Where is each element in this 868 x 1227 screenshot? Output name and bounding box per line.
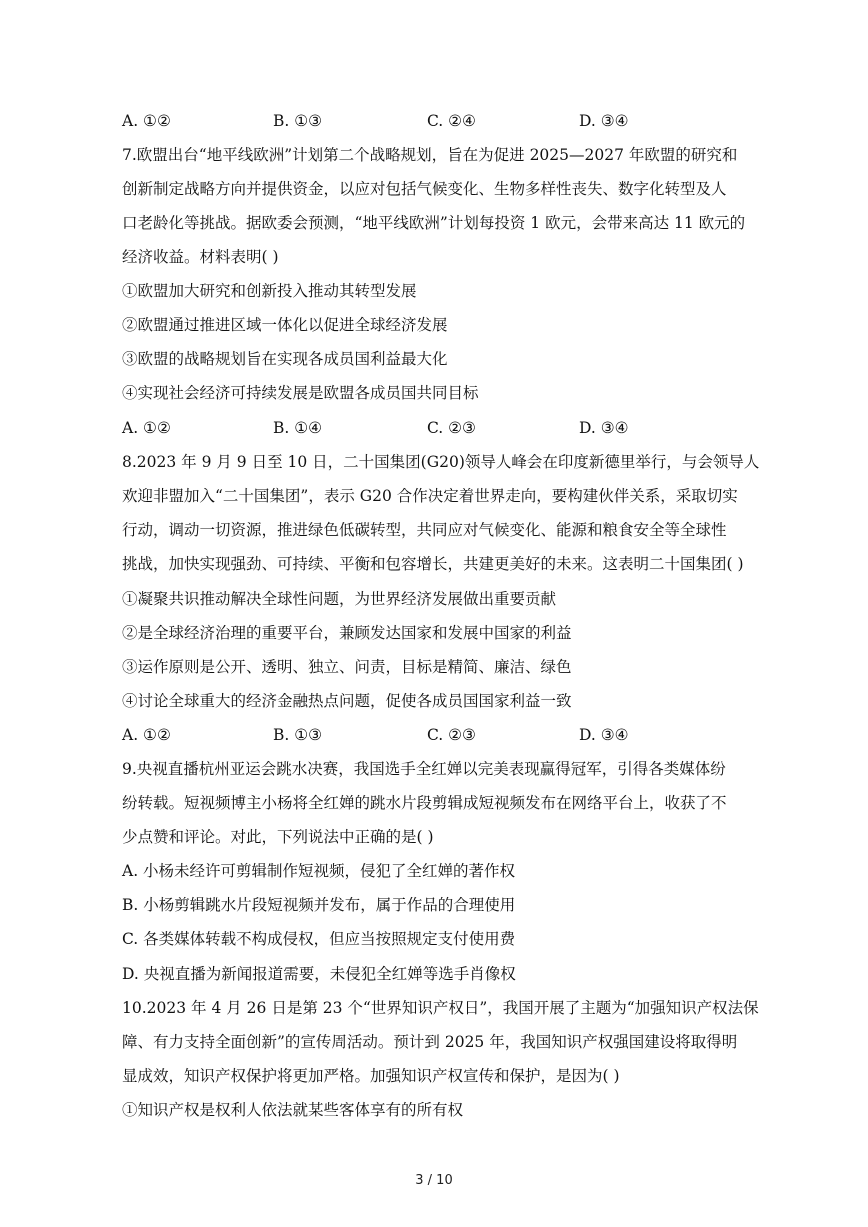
q8-option-d: D. ③④ [579, 726, 629, 744]
q9-choice-d: D. 央视直播为新闻报道需要，未侵犯全红婵等选手肖像权 [122, 965, 516, 983]
page-number: 3 / 10 [415, 1173, 453, 1188]
q10-stem-line-2: 障、有力支持全面创新”的宣传周活动。预计到 2025 年，我国知识产权强国建设将取得明 [122, 1033, 738, 1051]
q7-item-2: ②欧盟通过推进区域一体化以促进全球经济发展 [122, 316, 448, 334]
q7-stem-line-2: 创新制定战略方向并提供资金，以应对包括气候变化、生物多样性丧失、数字化转型及人 [122, 180, 727, 198]
q7-options [122, 418, 762, 438]
q9-choice-c: C. 各类媒体转载不构成侵权，但应当按照规定支付使用费 [122, 930, 516, 948]
q8-stem-line-3: 行动，调动一切资源，推进绿色低碳转型，共同应对气候变化、能源和粮食安全等全球性 [122, 521, 727, 539]
q8-option-b: B. ①③ [273, 726, 323, 744]
q7-option-a: A. ①② [122, 419, 171, 437]
q9-stem-line-3: 少点赞和评论。对此，下列说法中正确的是( ) [122, 828, 434, 846]
q8-item-1: ①凝聚共识推动解决全球性问题，为世界经济发展做出重要贡献 [122, 590, 557, 608]
q7-stem-line-3: 口老龄化等挑战。据欧委会预测，“地平线欧洲”计划每投资 1 欧元，会带来高达 11 欧元的 [122, 214, 746, 232]
q7-option-d: D. ③④ [579, 419, 629, 437]
q7-stem-line-1: 7.欧盟出台“地平线欧洲”计划第二个战略规划，旨在为促进 2025—2027 年欧盟的研究和 [122, 146, 738, 164]
q6-option-c: C. ②④ [427, 112, 476, 130]
q10-stem-line-3: 显成效，知识产权保护将更加严格。加强知识产权宣传和保护，是因为( ) [122, 1067, 620, 1085]
q8-item-4: ④讨论全球重大的经济金融热点问题，促使各成员国国家利益一致 [122, 692, 572, 710]
q7-option-c: C. ②③ [427, 419, 476, 437]
q7-item-3: ③欧盟的战略规划旨在实现各成员国利益最大化 [122, 350, 448, 368]
q6-option-d: D. ③④ [579, 112, 629, 130]
q6-option-b: B. ①③ [273, 112, 323, 130]
q9-stem-line-2: 纷转载。短视频博主小杨将全红婵的跳水片段剪辑成短视频发布在网络平台上，收获了不 [122, 794, 727, 812]
q9-choice-b: B. 小杨剪辑跳水片段短视频并发布，属于作品的合理使用 [122, 896, 516, 914]
q6-option-a: A. ①② [122, 112, 171, 130]
q8-stem-line-1: 8.2023 年 9 月 9 日至 10 日，二十国集团(G20)领导人峰会在印度新德里举行，与会领导人 [122, 453, 760, 471]
q10-stem-line-1: 10.2023 年 4 月 26 日是第 23 个“世界知识产权日”，我国开展了主题为“加强知识产权法保 [122, 999, 759, 1017]
q6-options [122, 111, 762, 131]
q7-option-b: B. ①④ [273, 419, 323, 437]
q8-option-a: A. ①② [122, 726, 171, 744]
q8-stem-line-4: 挑战，加快实现强劲、可持续、平衡和包容增长，共建更美好的未来。这表明二十国集团( ) [122, 555, 744, 573]
q8-option-c: C. ②③ [427, 726, 476, 744]
q9-choice-a: A. 小杨未经许可剪辑制作短视频，侵犯了全红婵的著作权 [122, 862, 516, 880]
q9-stem-line-1: 9.央视直播杭州亚运会跳水决赛，我国选手全红婵以完美表现赢得冠军，引得各类媒体纷 [122, 760, 726, 778]
q7-item-1: ①欧盟加大研究和创新投入推动其转型发展 [122, 282, 417, 300]
q8-options [122, 725, 762, 745]
q8-item-3: ③运作原则是公开、透明、独立、问责，目标是精简、廉洁、绿色 [122, 658, 572, 676]
q10-item-1: ①知识产权是权利人依法就某些客体享有的所有权 [122, 1101, 464, 1119]
q7-item-4: ④实现社会经济可持续发展是欧盟各成员国共同目标 [122, 384, 479, 402]
q8-stem-line-2: 欢迎非盟加入“二十国集团”，表示 G20 合作决定着世界走向，要构建伙伴关系，采取切实 [122, 487, 738, 505]
q7-stem-line-4: 经济收益。材料表明( ) [122, 248, 279, 266]
q8-item-2: ②是全球经济治理的重要平台，兼顾发达国家和发展中国家的利益 [122, 624, 572, 642]
